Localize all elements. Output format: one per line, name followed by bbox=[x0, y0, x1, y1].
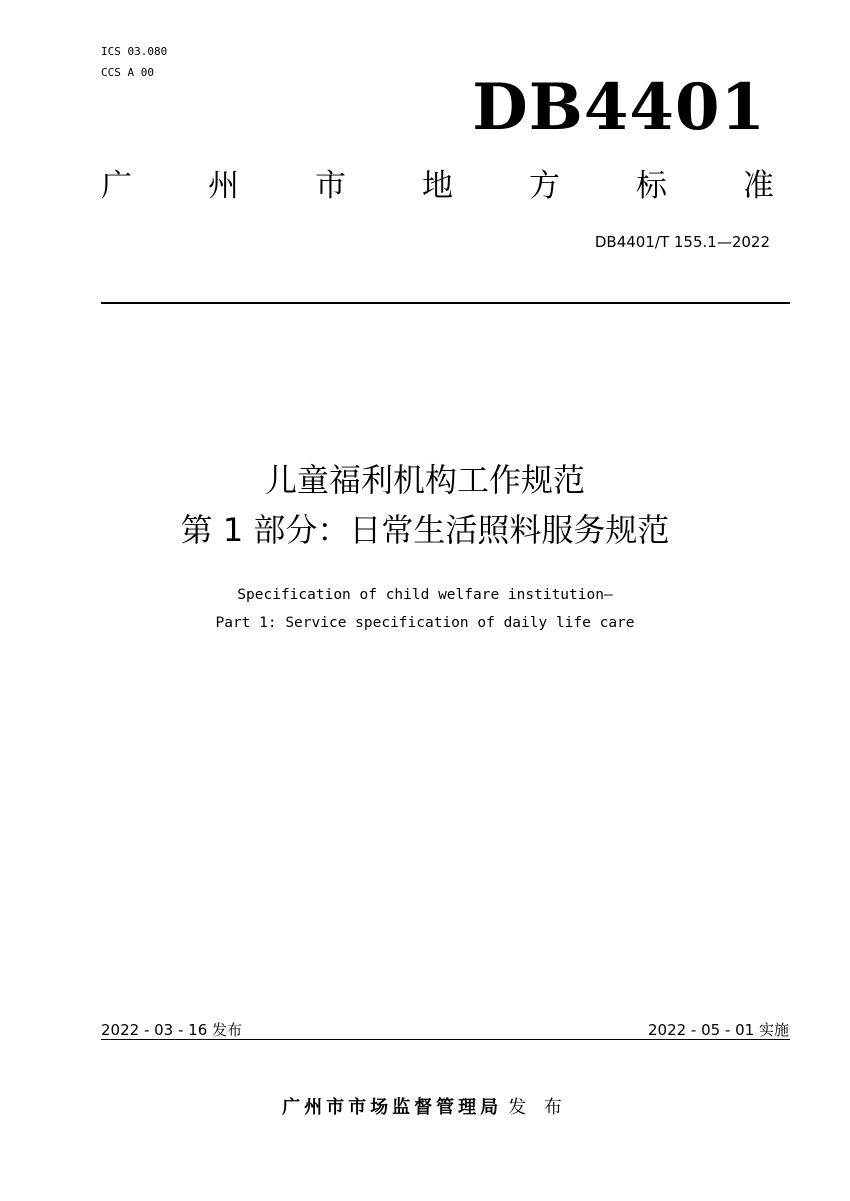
standard-type-heading bbox=[101, 166, 774, 206]
ccs-code: CCS A 00 bbox=[101, 66, 154, 79]
issuer-suffix: 发 布 bbox=[508, 1097, 568, 1118]
title-en-main: Specification of child welfare institution— bbox=[237, 587, 613, 603]
footer-divider bbox=[101, 1039, 790, 1040]
implementation-date: 2022 - 05 - 01 实施 bbox=[647, 1021, 789, 1039]
standard-type-char: 方 bbox=[529, 168, 560, 204]
issue-date: 2022 - 03 - 16 发布 bbox=[101, 1021, 243, 1039]
title-cn-main: 儿童福利机构工作规范 bbox=[264, 461, 585, 499]
standard-type-char: 广 bbox=[101, 168, 132, 204]
standard-type-char: 准 bbox=[743, 168, 774, 204]
title-cn-part: 第 1 部分：日常生活照料服务规范 bbox=[180, 511, 670, 549]
issuer-name: 广州市市场监督管理局 bbox=[282, 1097, 503, 1118]
standard-logo: DB4401 bbox=[472, 70, 766, 145]
header-divider bbox=[101, 302, 790, 304]
ics-code: ICS 03.080 bbox=[101, 45, 168, 58]
standard-number: DB4401/T 155.1—2022 bbox=[594, 233, 770, 251]
standard-type-char: 地 bbox=[422, 168, 453, 204]
standard-type-char: 市 bbox=[315, 168, 346, 204]
issuer-line bbox=[0, 1096, 850, 1120]
standard-type-char: 标 bbox=[636, 168, 667, 204]
standard-type-char: 州 bbox=[208, 168, 239, 204]
title-en-part: Part 1: Service specification of daily life care bbox=[215, 615, 635, 631]
